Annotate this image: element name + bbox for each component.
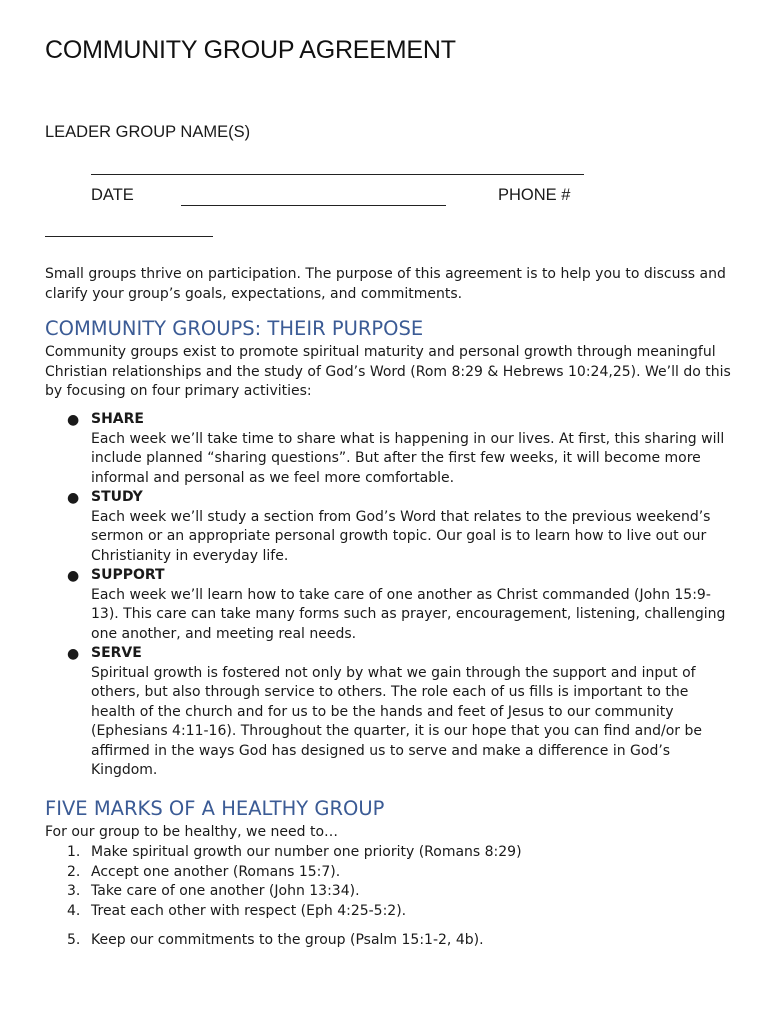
list-number: 4. xyxy=(67,902,81,919)
list-item xyxy=(45,863,735,883)
leader-group-name-label: LEADER GROUP NAME(S) xyxy=(45,123,251,141)
phone-blank-line[interactable] xyxy=(45,236,213,237)
list-item xyxy=(45,488,735,566)
list-item xyxy=(45,410,735,488)
activities-list xyxy=(45,410,735,781)
leader-name-blank-line[interactable] xyxy=(91,174,584,175)
list-number: 5. xyxy=(67,932,81,948)
list-item xyxy=(45,931,735,951)
healthy-group-list xyxy=(45,843,735,951)
bullet-icon: ● xyxy=(67,490,80,506)
list-item xyxy=(45,566,735,644)
list-item xyxy=(45,882,735,902)
date-blank-line[interactable] xyxy=(181,205,446,206)
bullet-icon: ● xyxy=(67,412,80,428)
list-item-text: Accept one another (Romans 15:7). xyxy=(91,863,341,880)
activity-title: SERVE xyxy=(91,645,142,661)
list-item-text: Keep our commitments to the group (Psalm 15:1-2, 4b). xyxy=(91,932,484,948)
list-item xyxy=(45,902,735,922)
list-item-text: Treat each other with respect (Eph 4:25-5:2). xyxy=(91,902,407,919)
date-label: DATE xyxy=(91,186,134,204)
activity-text: Each week we’ll study a section from God’s Word that relates to the previous weekend’s sermon or an appropriate personal growth topic. Our goal is to learn how to live out our Christianity in everyday life. xyxy=(91,508,711,564)
list-number: 3. xyxy=(67,883,81,899)
purpose-heading: COMMUNITY GROUPS: THEIR PURPOSE xyxy=(45,317,424,340)
activity-title: SHARE xyxy=(91,411,144,427)
list-item-text: Take care of one another (John 13:34). xyxy=(91,883,360,899)
bullet-icon: ● xyxy=(67,646,80,662)
intro-paragraph: Small groups thrive on participation. The purpose of this agreement is to help you to discuss and clarify your group’s goals, expectations, and commitments. xyxy=(45,266,726,302)
activity-title: STUDY xyxy=(91,489,143,505)
document-title: COMMUNITY GROUP AGREEMENT xyxy=(45,36,456,64)
bullet-icon: ● xyxy=(67,568,80,584)
purpose-paragraph: Community groups exist to promote spiritual maturity and personal growth through meaningful Christian relationships and the study of God’s Word (Rom 8:29 & Hebrews 10:24,25). We’ll do this by focusing on four primary activities: xyxy=(45,344,731,399)
list-item-text: Make spiritual growth our number one priority (Romans 8:29) xyxy=(91,844,522,860)
healthy-group-intro: For our group to be healthy, we need to… xyxy=(45,824,339,840)
activity-text: Spiritual growth is fostered not only by what we gain through the support and input of others, but also through service to others. The role each of us fills is important to the health of the church and for us to be the hands and feet of Jesus to our community (Ephesians 4:11-16). Throughout the quarter, it is our hope that you can find and/or be affirmed in the ways God has designed us to serve and make a difference in God’s Kingdom. xyxy=(91,664,702,778)
list-number: 2. xyxy=(67,863,81,880)
activity-text: Each week we’ll learn how to take care of one another as Christ commanded (John 15:9-13). This care can take many forms such as prayer, encouragement, listening, challenging one another, and meeting real needs. xyxy=(91,586,726,642)
list-number: 1. xyxy=(67,844,81,860)
activity-text: Each week we’ll take time to share what is happening in our lives. At first, this sharing will include planned “sharing questions”. But after the first few weeks, it will become more informal and personal as we feel more comfortable. xyxy=(91,430,725,486)
phone-label: PHONE # xyxy=(498,186,571,204)
list-item xyxy=(45,843,735,863)
healthy-group-heading: FIVE MARKS OF A HEALTHY GROUP xyxy=(45,797,385,820)
activity-title: SUPPORT xyxy=(91,567,165,583)
list-item xyxy=(45,644,735,781)
